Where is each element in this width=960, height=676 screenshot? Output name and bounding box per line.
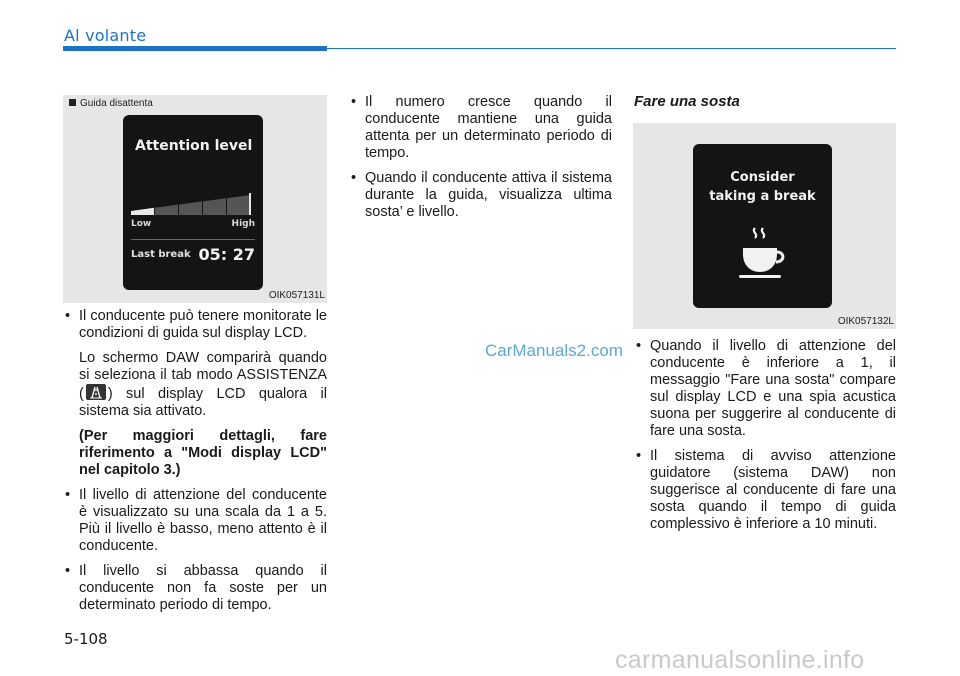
level-segment (227, 195, 250, 215)
lcd-take-break (693, 144, 832, 308)
level-segment (131, 208, 154, 215)
footer-watermark: carmanualsonline.info (615, 646, 865, 674)
lcd-message-line1: Consider (730, 170, 795, 185)
level-segment (155, 205, 178, 215)
lcd-title: Attention level (135, 138, 253, 154)
page-number: 5-108 (64, 630, 108, 648)
watermark-link[interactable]: CarManuals2.com (485, 341, 623, 360)
figure-attention-level (63, 95, 327, 303)
section-title: Al volante (64, 26, 147, 45)
text-column-1 (63, 308, 327, 622)
list-item: • Il numero cresce quando il conducente mantiene una guida attenta per un determinato periodo di tempo. (349, 94, 612, 162)
paragraph-text-a: Lo schermo DAW comparirà quando si seleziona il tab modo ASSISTENZA ( (79, 350, 327, 402)
lcd-message-line2: taking a break (709, 189, 816, 204)
lcd-attention-level (123, 115, 263, 290)
attention-level-meter (131, 193, 251, 215)
list-item: • Quando il livello di attenzione del conducente è inferiore a 1, il messaggio "Fare una sosta" compare sul display LCD e una spia acustica suona per suggerire al conducente di fare una sosta. (634, 338, 896, 440)
header-rule-thick (63, 46, 327, 51)
list-item: • Il livello di attenzione del conducente è visualizzato su una scala da 1 a 5. Più il livello è basso, meno attento è il conducente. (63, 487, 327, 555)
header-rule-thin (327, 48, 896, 49)
coffee-cup-icon (733, 224, 793, 284)
paragraph-reference: (Per maggiori dettagli, fare riferimento a "Modi display LCD" nel capitolo 3.) (79, 428, 327, 478)
label-high: High (231, 219, 255, 229)
list-item: • Il conducente può tenere monitorate le condizioni di guida sul display LCD. (63, 308, 327, 342)
text-column-3 (634, 338, 896, 541)
sub-heading: Fare una sosta (634, 93, 740, 110)
label-low: Low (131, 219, 152, 229)
last-break-time: 05: 27 (198, 245, 255, 264)
paragraph-text-b: ) sul display LCD qualora il sistema sia attivato. (79, 386, 327, 419)
figure-caption (69, 98, 153, 109)
lcd-message (693, 168, 832, 206)
figure-take-break (633, 123, 896, 329)
lcd-divider (131, 239, 255, 240)
paragraph (63, 350, 327, 420)
level-segment (203, 198, 226, 215)
text-column-2 (349, 94, 612, 229)
list-item: • Quando il conducente attiva il sistema durante la guida, visualizza ultima sosta’ e livello. (349, 170, 612, 221)
last-break-label: Last break (131, 249, 191, 260)
list-item: • Il livello si abbassa quando il conducente non fa soste per un determinato periodo di tempo. (63, 563, 327, 614)
figure-code: OIK057132L (837, 316, 894, 327)
figure-code: OIK057131L (268, 290, 325, 301)
square-bullet-icon (69, 99, 76, 106)
level-max-marker (249, 193, 251, 215)
level-segment (179, 201, 202, 215)
driver-assist-icon (86, 384, 106, 400)
figure-caption-text: Guida disattenta (80, 98, 153, 109)
list-item: • Il sistema di avviso attenzione guidatore (sistema DAW) non suggerisce al conducente di fare una sosta quando il tempo di guida complessivo è inferiore a 10 minuti. (634, 448, 896, 533)
